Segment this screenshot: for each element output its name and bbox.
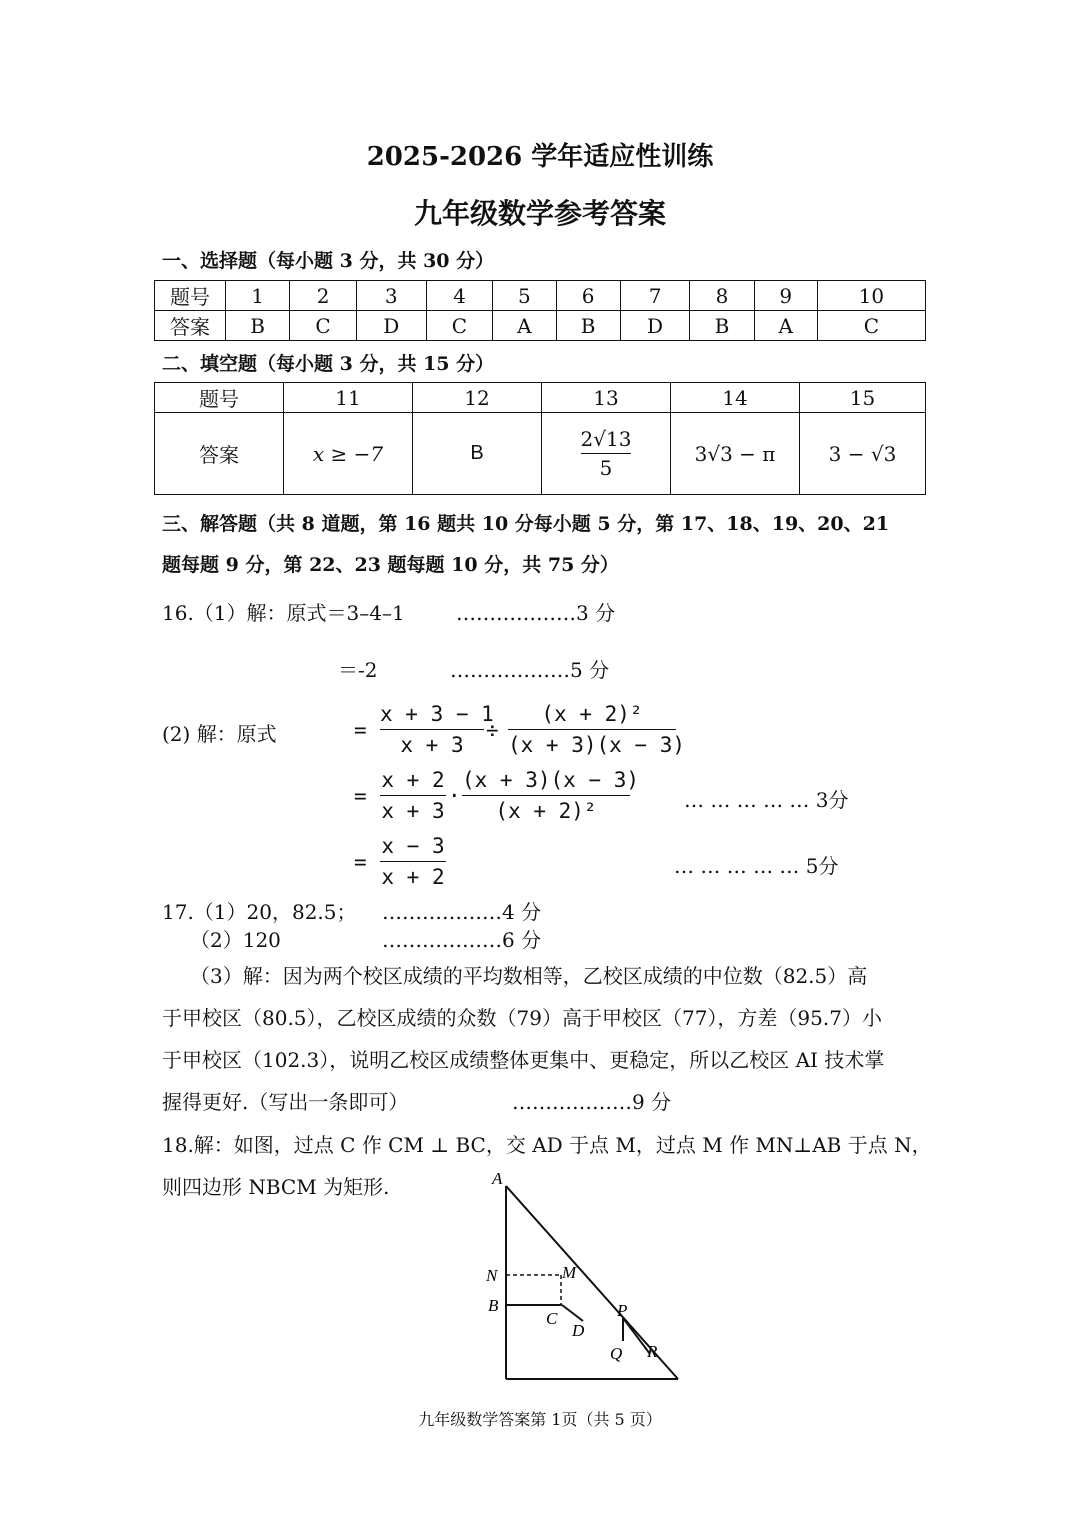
q-number: 13 [542, 383, 671, 413]
answer-13 [542, 413, 671, 495]
q-answer: B [556, 311, 620, 341]
q-answer: C [290, 311, 357, 341]
fraction-2 [508, 702, 686, 757]
q17-line1-score: ………………4 分 [382, 900, 542, 924]
q16-part1-score1: ………………3 分 [456, 601, 616, 625]
label-a: A [492, 1169, 503, 1188]
q-number: 2 [290, 281, 357, 311]
q17-line4: 于甲校区（80.5），乙校区成绩的众数（79）高于甲校区（77），方差（95.7）小 [162, 1006, 882, 1030]
segment-cd [562, 1305, 583, 1321]
row-label-number: 题号 [155, 383, 284, 413]
fraction-13 [581, 427, 632, 480]
q-number: 7 [620, 281, 690, 311]
q-answer: A [493, 311, 556, 341]
q17-line5: 于甲校区（102.3），说明乙校区成绩整体更集中、更稳定，所以乙校区 AI 技术掌 [162, 1048, 885, 1072]
fraction-denominator: x + 3 [381, 799, 445, 823]
q-number: 8 [690, 281, 754, 311]
fraction-denominator: (x + 3)(x − 3) [508, 733, 686, 757]
q17-line1: 17.（1）20，82.5； [162, 900, 357, 924]
q-number: 15 [800, 383, 926, 413]
divide-sign: ÷ [486, 718, 499, 742]
q-number: 11 [284, 383, 413, 413]
q-number: 3 [356, 281, 426, 311]
section1-heading: 一、选择题（每小题 3 分，共 30 分） [162, 250, 495, 272]
label-d: D [572, 1321, 585, 1340]
fraction-5 [380, 834, 446, 889]
fraction-bar [581, 453, 632, 454]
q16-part2-score5: … … … … … 5分 [674, 854, 839, 878]
row-label-answer: 答案 [155, 413, 284, 495]
q17-line6-score: ………………9 分 [512, 1090, 672, 1114]
fraction-bar [380, 861, 446, 862]
geometry-figure [470, 1160, 710, 1390]
segment-pr [623, 1318, 650, 1354]
fraction-numerator: x + 2 [381, 768, 445, 792]
label-c: C [546, 1309, 558, 1328]
label-q: Q [610, 1344, 623, 1363]
q16-part1-line1: 16.（1）解：原式＝3–4–1 [162, 601, 405, 625]
label-r: R [647, 1342, 658, 1361]
answer-14: 3√3 − π [671, 413, 800, 495]
label-p: P [617, 1301, 628, 1320]
fraction-bar [380, 795, 446, 796]
fraction-numerator: (x + 2)² [541, 702, 643, 726]
equals-sign: = [354, 718, 367, 742]
q-answer: D [356, 311, 426, 341]
q-number: 12 [413, 383, 542, 413]
label-b: B [488, 1296, 499, 1315]
q-number: 14 [671, 383, 800, 413]
section2-heading: 二、填空题（每小题 3 分，共 15 分） [162, 353, 495, 375]
q-answer: A [754, 311, 817, 341]
answer-15: 3 − √3 [800, 413, 926, 495]
answer-11: x ≥ −7 [284, 413, 413, 495]
equals-sign: = [354, 784, 367, 808]
fill-answer-table [154, 382, 926, 495]
fraction-bar [380, 729, 484, 730]
q-number: 4 [426, 281, 493, 311]
fill-number-row [155, 383, 926, 413]
answer-12: B [413, 413, 542, 495]
multiply-dot: · [448, 784, 461, 808]
q16-part2-score3: … … … … … 3分 [684, 788, 849, 812]
q17-line6: 握得更好.（写出一条即可） [162, 1090, 409, 1114]
q18-line1: 18.解：如图，过点 C 作 CM ⊥ BC，交 AD 于点 M，过点 M 作 MN⊥AB 于点 N， [162, 1133, 932, 1157]
fraction-numerator: x − 3 [381, 834, 445, 858]
section3-heading-line2: 题每题 9 分，第 22、23 题每题 10 分，共 75 分） [162, 554, 619, 576]
fraction-denominator: (x + 2)² [495, 799, 597, 823]
row-label-number: 题号 [155, 281, 226, 311]
q-answer: B [690, 311, 754, 341]
page-footer: 九年级数学答案第 1页（共 5 页） [418, 1410, 662, 1429]
fraction-bar [462, 795, 630, 796]
fraction-denominator: x + 2 [381, 865, 445, 889]
q-number: 10 [817, 281, 925, 311]
q17-line2-score: ………………6 分 [382, 928, 542, 952]
q-answer: D [620, 311, 690, 341]
equals-sign: = [354, 850, 367, 874]
fraction-denominator: x + 3 [400, 733, 464, 757]
q-answer: C [426, 311, 493, 341]
title-line1: 2025-2026 学年适应性训练 [366, 142, 714, 172]
fill-answer-row [155, 413, 926, 495]
q-answer: C [817, 311, 925, 341]
q17-line3: （3）解：因为两个校区成绩的平均数相等，乙校区成绩的中位数（82.5）高 [190, 964, 868, 988]
q-number: 1 [226, 281, 290, 311]
fraction-numerator: 2√13 [580, 427, 632, 451]
row-label-answer: 答案 [155, 311, 226, 341]
fraction-4 [462, 768, 640, 823]
label-n: N [486, 1266, 498, 1285]
q-number: 9 [754, 281, 817, 311]
label-m: M [562, 1263, 577, 1282]
fraction-numerator: (x + 3)(x − 3) [462, 768, 640, 792]
q-number: 5 [493, 281, 556, 311]
choice-answer-table [154, 280, 926, 341]
choice-number-row [155, 281, 926, 311]
fraction-numerator: x + 3 − 1 [380, 702, 494, 726]
fraction-bar [508, 729, 676, 730]
q17-line2: （2）120 [190, 928, 281, 952]
fraction-1 [380, 702, 494, 757]
q18-line2: 则四边形 NBCM 为矩形. [162, 1175, 390, 1199]
title-line2: 九年级数学参考答案 [413, 197, 666, 230]
q-answer: B [226, 311, 290, 341]
q-number: 6 [556, 281, 620, 311]
choice-answer-row [155, 311, 926, 341]
fraction-denominator: 5 [599, 456, 613, 480]
q16-part2-label: (2) 解：原式 [162, 722, 277, 746]
q16-part1-line2: ＝-2 [338, 658, 378, 682]
fraction-3 [380, 768, 446, 823]
section3-heading-line1: 三、解答题（共 8 道题，第 16 题共 10 分每小题 5 分，第 17、18、19、20、21 [162, 513, 890, 535]
q16-part1-score2: ………………5 分 [450, 658, 610, 682]
